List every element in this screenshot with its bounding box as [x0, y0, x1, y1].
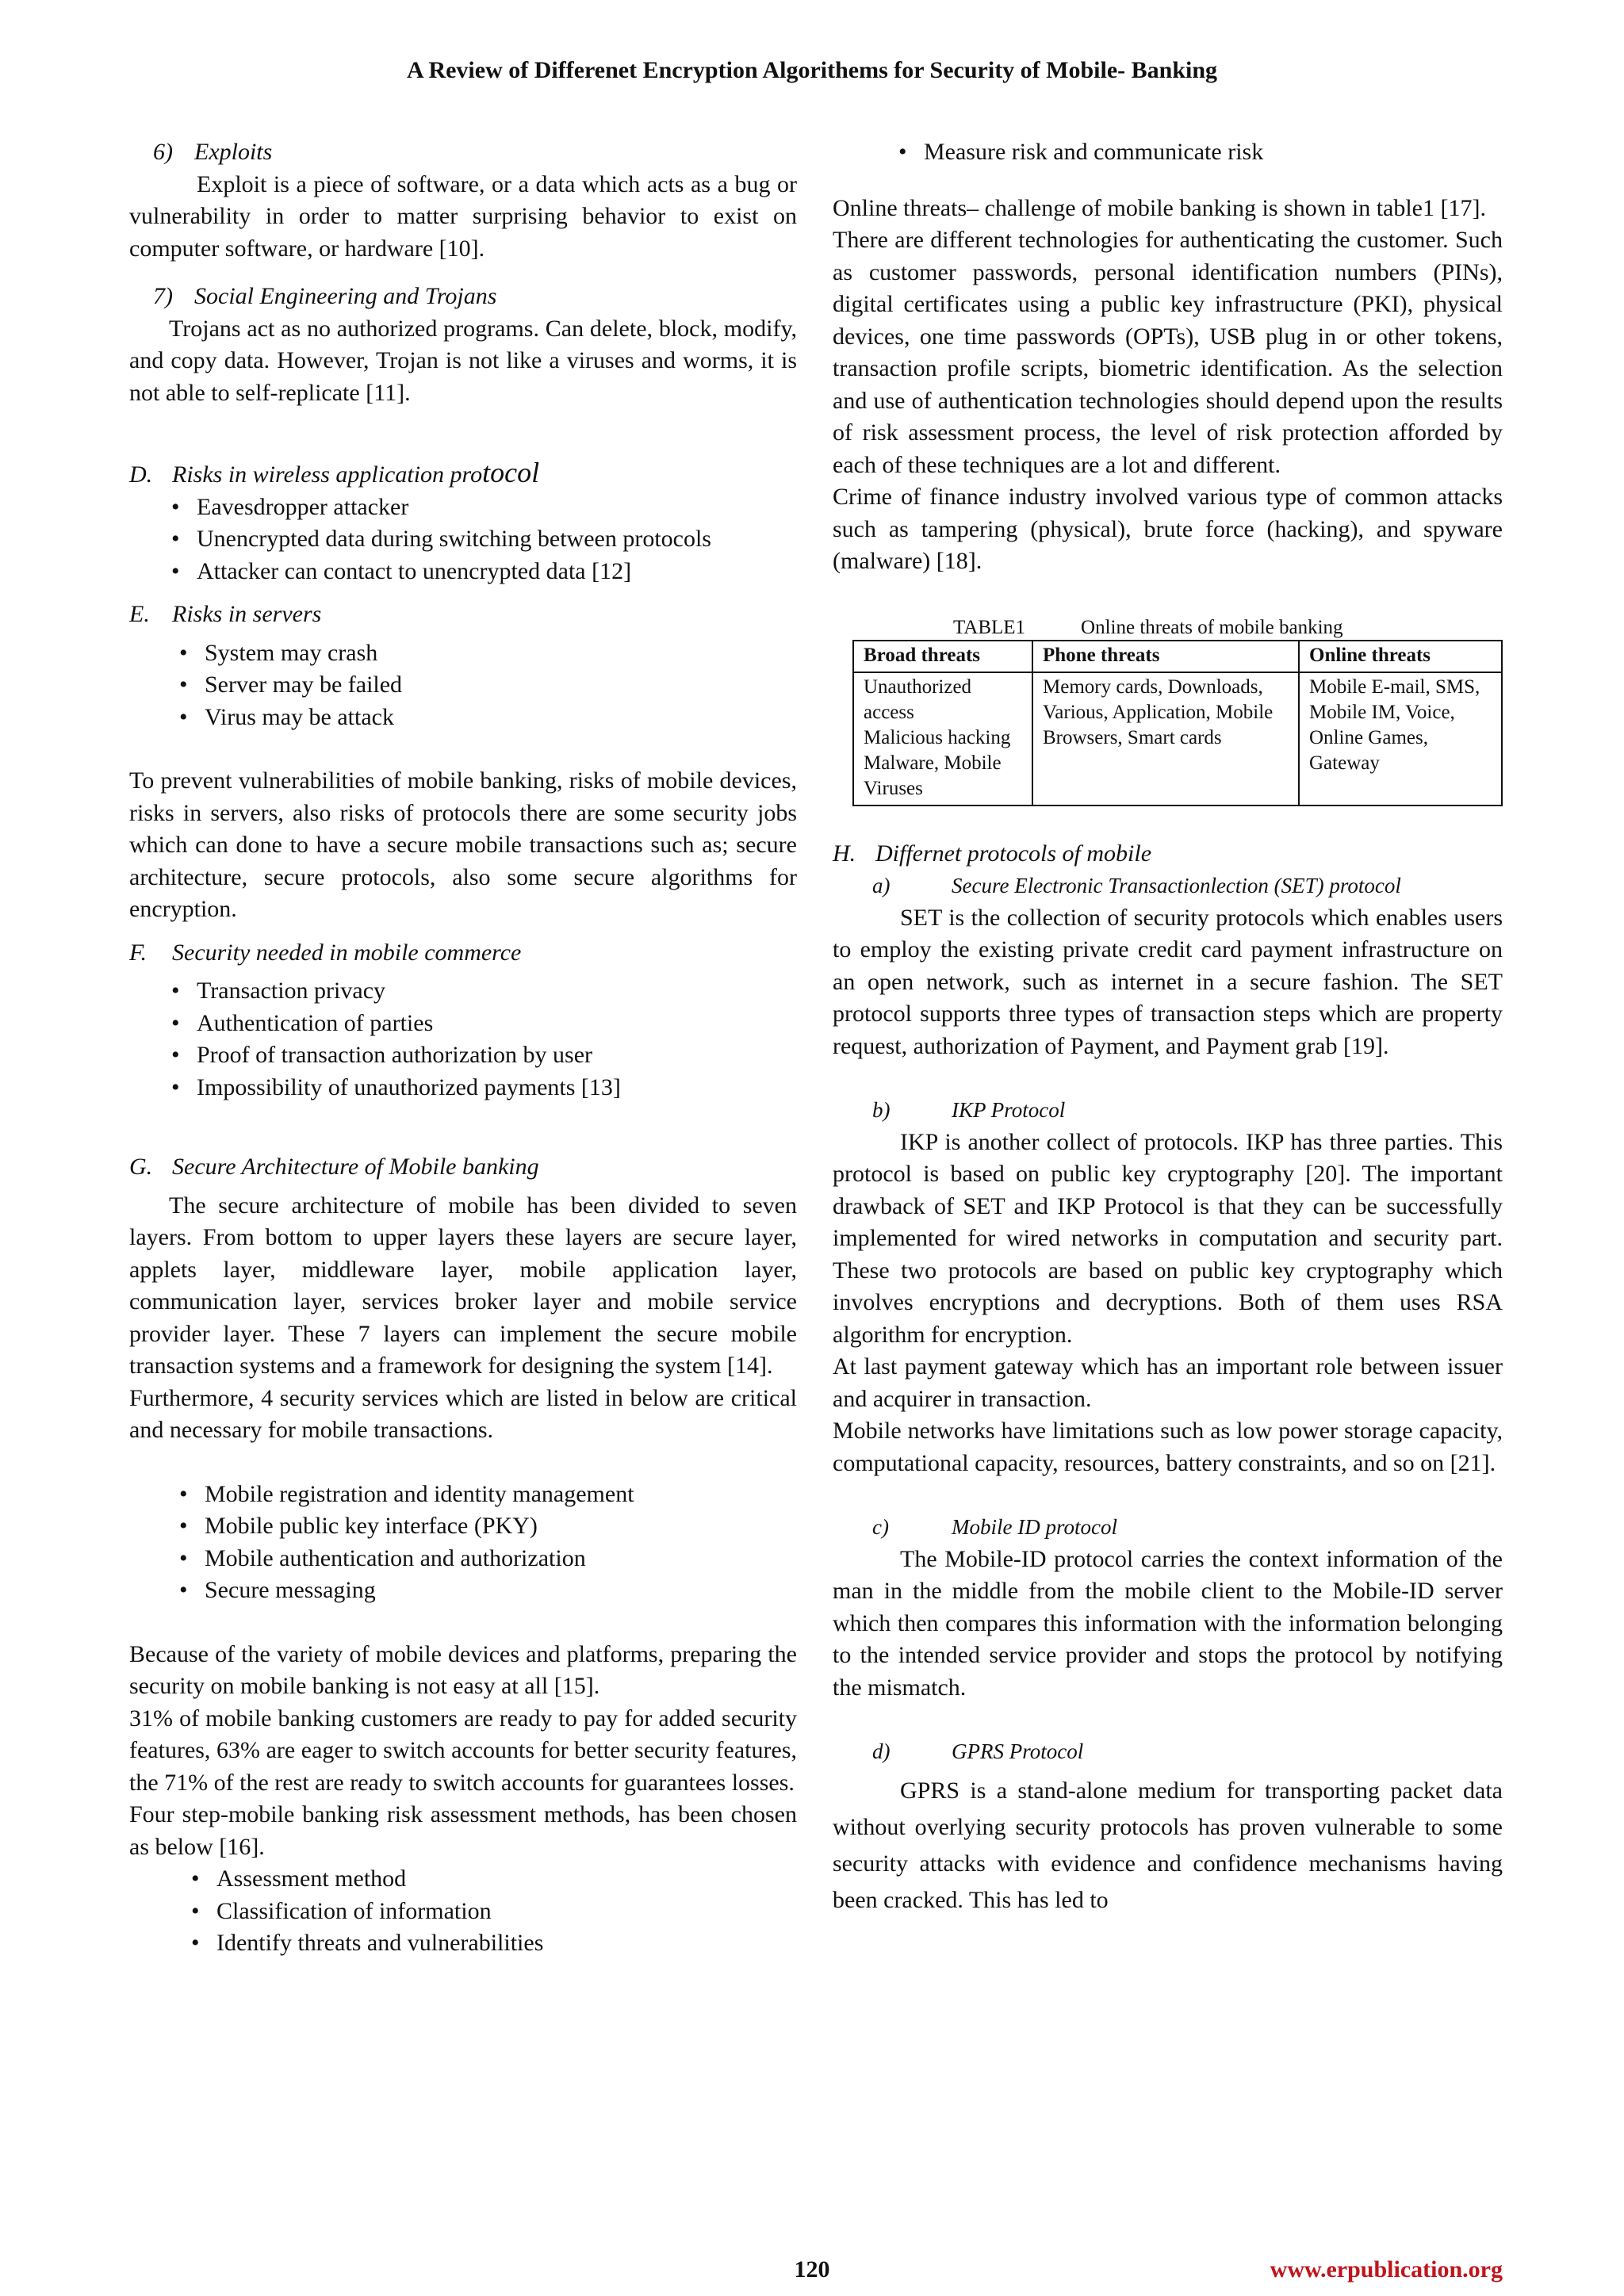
threats-table: [852, 640, 1503, 806]
mobile-limitations-paragraph: Mobile networks have limitations such as low power storage capacity, computational capacity, resources, battery constraints, and so on [21].: [833, 1418, 1503, 1476]
list-item: • Attacker can contact to unencrypted data [12]: [165, 556, 797, 588]
table-caption-label: TABLE1: [953, 616, 1026, 638]
subsection-6-heading: 6) Exploits: [153, 139, 273, 165]
risk-assessment-steps-list: [185, 1863, 797, 1960]
table-cell-broad-threats: Unauthorized access Malicious hacking Malware, Mobile Viruses: [853, 672, 1032, 806]
page-number: 120: [794, 2256, 830, 2283]
protocol-b-heading: b) IKP Protocol: [872, 1098, 1066, 1122]
list-item: • Secure messaging: [173, 1575, 797, 1607]
column-header: Broad threats: [853, 641, 1032, 672]
table-row: [853, 672, 1502, 806]
gprs-protocol-paragraph: GPRS is a stand-alone medium for transporting packet data without overlying security protocols has proven vulnerable to some security attacks with evidence and confidence mechanisms having been cracked. This has led to: [833, 1777, 1503, 1913]
publisher-website: www.erpublication.org: [1270, 2256, 1503, 2283]
table-header-row: [853, 641, 1502, 672]
customers-statistics-paragraph: 31% of mobile banking customers are ready to pay for added security features, 63% are eager to switch accounts for better security features, the 71% of the rest are ready to switch accounts for guarantees losses.: [129, 1705, 797, 1796]
security-services-list: [173, 1479, 797, 1607]
table-caption: [953, 616, 1503, 640]
trojans-paragraph: Trojans act as no authorized programs. Can delete, block, modify, and copy data. However, Trojan is not like a viruses and worms, it is not able to self-replicate [11].: [129, 315, 797, 406]
subsection-7-heading: 7) Social Engineering and Trojans: [153, 283, 497, 309]
protocol-a-heading: a) Secure Electronic Transactionlection (SET) protocol: [872, 874, 1401, 897]
list-item: • Server may be failed: [173, 669, 797, 702]
list-item: • Impossibility of unauthorized payments [13]: [165, 1072, 797, 1104]
list-item: • Unencrypted data during switching between protocols: [165, 523, 797, 556]
section-d-heading: D. Risks in wireless application protocol: [129, 457, 540, 488]
wap-risks-list: [165, 492, 797, 588]
table-cell-online-threats: Mobile E-mail, SMS, Mobile IM, Voice, Online Games, Gateway: [1299, 672, 1502, 806]
list-item: • Classification of information: [185, 1896, 797, 1928]
prevent-paragraph: To prevent vulnerabilities of mobile banking, risks of mobile devices, risks in servers, also risks of protocols there are some security jobs which can done to have a secure mobile transactions such as; secure architecture, secure protocols, also some secure algorithms for encryption.: [129, 767, 797, 922]
section-e-heading: E. Risks in servers: [129, 601, 322, 627]
column-header: Online threats: [1299, 641, 1502, 672]
services-intro-paragraph: Furthermore, 4 security services which are listed in below are critical and necessary for mobile transactions.: [129, 1384, 797, 1443]
variety-paragraph: Because of the variety of mobile devices and platforms, preparing the security on mobile banking is not easy at all [15].: [129, 1640, 797, 1699]
section-h-heading: H. Differnet protocols of mobile: [833, 840, 1152, 867]
list-item: • Virus may be attack: [173, 702, 797, 734]
exploits-paragraph: Exploit is a piece of software, or a data which acts as a bug or vulnerability in order to matter surprising behavior to exist on computer software, or hardware [10].: [129, 170, 797, 262]
list-item: • Assessment method: [185, 1863, 797, 1896]
left-column: [129, 136, 797, 1960]
architecture-paragraph: The secure architecture of mobile has been divided to seven layers. From bottom to upper layers these layers are secure layer, applets layer, middleware layer, mobile application layer, communication layer, services broker layer and mobile service provider layer. These 7 layers can implement the secure mobile transaction systems and a framework for designing the system [14].: [129, 1192, 797, 1379]
online-threats-paragraph: Online threats– challenge of mobile banking is shown in table1 [17].: [833, 194, 1486, 221]
list-item: • Identify threats and vulnerabilities: [185, 1927, 797, 1960]
table-cell-phone-threats: Memory cards, Downloads, Various, Application, Mobile Browsers, Smart cards: [1032, 672, 1299, 806]
protocol-c-heading: c) Mobile ID protocol: [872, 1515, 1117, 1539]
section-f-heading: F. Security needed in mobile commerce: [129, 939, 522, 966]
list-item: • System may crash: [173, 637, 797, 670]
running-header-title: A Review of Differenet Encryption Algorithems for Security of Mobile- Banking: [406, 57, 1218, 83]
payment-gateway-paragraph: At last payment gateway which has an important role between issuer and acquirer in transaction.: [833, 1353, 1503, 1412]
list-item: • Eavesdropper attacker: [165, 492, 797, 524]
authentication-technologies-paragraph: There are different technologies for authenticating the customer. Such as customer passwords, personal identification numbers (PINs), digital certificates using a public key infrastructure (PKI), physical devices, one time passwords (OPTs), USB plug in or other tokens, transaction profile scripts, biometric identification. As the selection and use of authentication technologies should depend upon the results of risk assessment process, the level of risk protection afforded by each of these techniques are a lot and different.: [833, 227, 1503, 478]
risk-assessment-intro-paragraph: Four step-mobile banking risk assessment methods, has been chosen as below [16].: [129, 1801, 797, 1860]
section-g-heading: G. Secure Architecture of Mobile banking: [129, 1154, 539, 1180]
list-item: • Mobile authentication and authorization: [173, 1543, 797, 1575]
server-risks-list: [173, 637, 797, 734]
ikp-protocol-paragraph: IKP is another collect of protocols. IKP has three parties. This protocol is based on public key cryptography [20]. The important drawback of SET and IKP Protocol is that they can be successfully implemented for wired networks in computation and security part. These two protocols are based on public key cryptography which involves encryptions and decryptions. Both of them uses RSA algorithm for encryption.: [833, 1128, 1503, 1348]
set-protocol-paragraph: SET is the collection of security protocols which enables users to employ the existing private credit card payment infrastructure on an open network, such as internet in a secure fashion. The SET protocol supports three types of transaction steps which are property request, authorization of Payment, and Payment grab [19].: [833, 904, 1503, 1059]
list-item: • Mobile public key interface (PKY): [173, 1510, 797, 1543]
finance-crime-paragraph: Crime of finance industry involved various type of common attacks such as tampering (physical), brute force (hacking), and spyware (malware) [18].: [833, 484, 1503, 574]
right-column: [833, 136, 1503, 1919]
list-item: • Authentication of parties: [165, 1008, 797, 1040]
list-item: • Measure risk and communicate risk: [892, 136, 1503, 169]
mobile-id-protocol-paragraph: The Mobile-ID protocol carries the context information of the man in the middle from the mobile client to the Mobile-ID server which then compares this information with the information belonging to the intended service provider and stops the protocol by notifying the mismatch.: [833, 1545, 1503, 1701]
list-item: • Mobile registration and identity management: [173, 1479, 797, 1511]
column-header: Phone threats: [1032, 641, 1299, 672]
risk-assessment-steps-continued: [892, 136, 1503, 169]
list-item: • Transaction privacy: [165, 975, 797, 1008]
table-caption-text: Online threats of mobile banking: [1081, 616, 1343, 638]
protocol-d-heading: d) GPRS Protocol: [872, 1739, 1084, 1763]
list-item: • Proof of transaction authorization by user: [165, 1039, 797, 1072]
mcommerce-security-list: [165, 975, 797, 1104]
